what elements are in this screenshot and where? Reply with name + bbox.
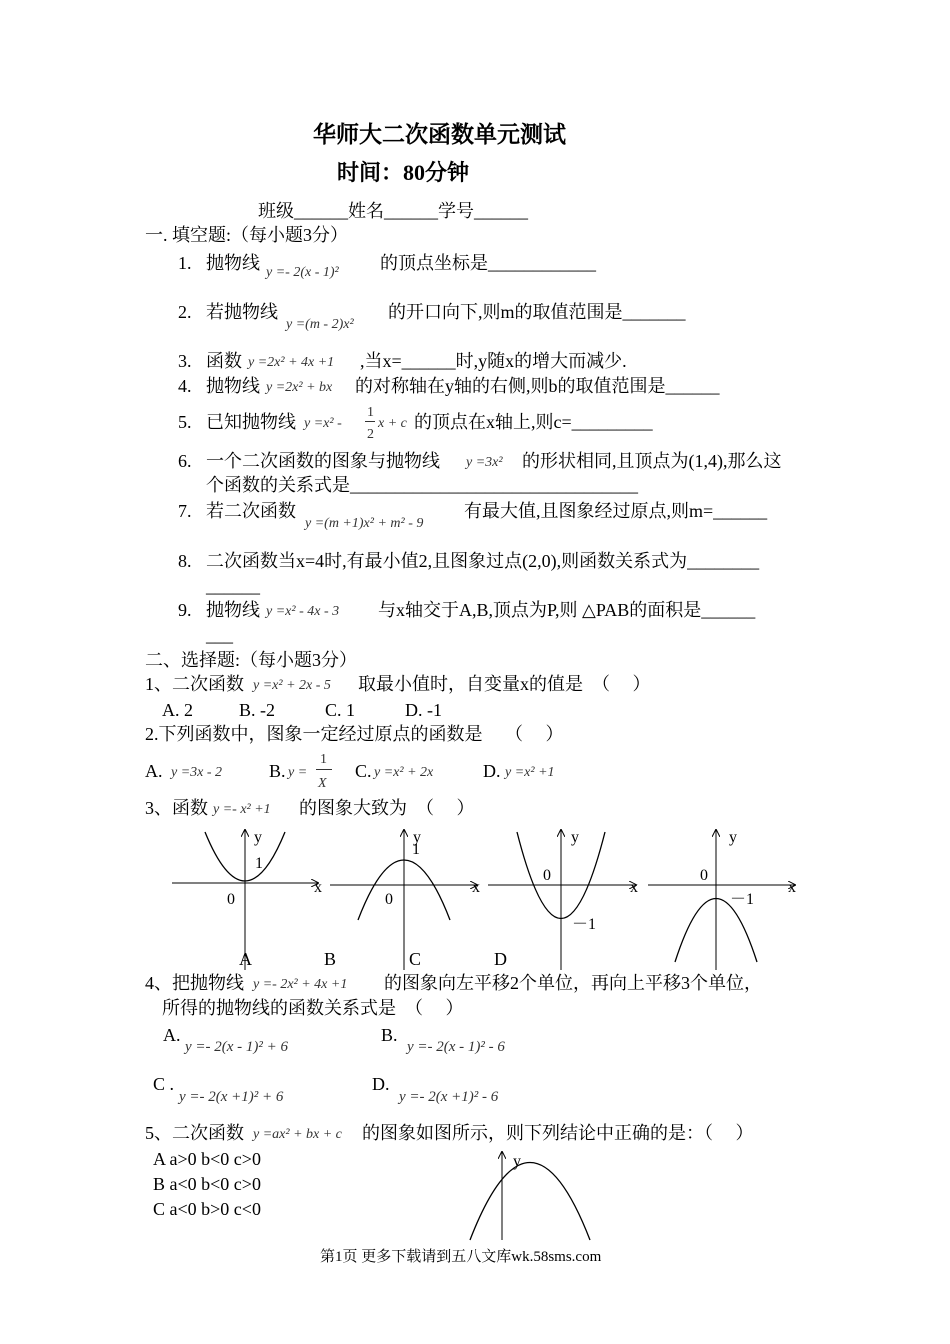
c3-graph-d-x-label: x xyxy=(788,879,796,896)
c2-option-b-formula: y = xyxy=(288,765,308,780)
c3-graph-c-neg-one: －1 xyxy=(572,916,597,933)
c3-letter-c: C xyxy=(409,949,422,969)
c5-option-a: A a>0 b<0 c>0 xyxy=(153,1149,261,1169)
c4-option-b-label: B. xyxy=(381,1025,398,1045)
q2-number: 2. xyxy=(178,302,192,322)
c5-graph-y-label: y xyxy=(513,1153,521,1170)
c4-option-c-label: C . xyxy=(153,1074,175,1094)
c3-graph-b-y-label: y xyxy=(413,829,421,846)
q9-number: 9. xyxy=(178,600,192,620)
c3-letter-d: D xyxy=(494,949,507,969)
q1-number: 1. xyxy=(178,253,192,273)
c3-text-pre: 3、函数 xyxy=(145,798,208,818)
c4-option-c-formula: y =- 2(x +1)² + 6 xyxy=(179,1089,284,1105)
q3-formula: y =2x² + 4x +1 xyxy=(248,355,335,370)
q5-number: 5. xyxy=(178,412,192,432)
c3-graph-b-zero: 0 xyxy=(385,891,393,908)
c2-option-b-denominator: X xyxy=(318,776,327,791)
q6-text-post: 的形状相同,且顶点为(1,4),那么这 xyxy=(522,451,782,471)
q4-text-pre: 抛物线 xyxy=(206,376,260,396)
c5-text-post: 的图象如图所示，则下列结论中正确的是：（ ） xyxy=(362,1123,754,1143)
c4-option-d-label: D. xyxy=(372,1074,390,1094)
c5-option-c: C a<0 b>0 c<0 xyxy=(153,1199,261,1219)
q8-number: 8. xyxy=(178,551,192,571)
c5-option-b: B a<0 b<0 c>0 xyxy=(153,1174,261,1194)
c3-graph-d-zero: 0 xyxy=(700,867,708,884)
q8-text-line2: ______ xyxy=(206,576,260,596)
q1-formula: y =- 2(x - 1)² xyxy=(266,265,339,280)
page-footer: 第1页 更多下载请到五八文库wk.58sms.com xyxy=(320,1249,602,1265)
c2-option-b-numerator: 1 xyxy=(320,752,327,767)
q9-text-line2: ___ xyxy=(206,625,233,645)
q2-text-pre: 若抛物线 xyxy=(206,302,278,322)
c1-option-b: B. -2 xyxy=(239,700,275,720)
c4-text-line2: 所得的抛物线的函数关系式是 （ ） xyxy=(162,998,464,1018)
c3-graph-a-zero: 0 xyxy=(227,891,235,908)
c2-option-a-label: A. xyxy=(145,761,163,781)
c5-graph xyxy=(470,1152,590,1240)
exam-time: 时间：80分钟 xyxy=(337,160,470,185)
c4-text-pre: 4、把抛物线 xyxy=(145,973,244,993)
c5-formula: y =ax² + bx + c xyxy=(253,1127,342,1142)
q5-text-post: 的顶点在x轴上,则c=_________ xyxy=(414,412,653,432)
q9-text-pre: 抛物线 xyxy=(206,600,260,620)
c3-formula: y =- x² +1 xyxy=(213,802,271,817)
q3-text-post: ,当x=______时,y随x的增大而减少. xyxy=(360,351,627,371)
section-2-heading: 二、选择题:（每小题3分） xyxy=(145,650,357,670)
q7-number: 7. xyxy=(178,501,192,521)
q6-formula: y =3x² xyxy=(466,455,503,470)
q6-text-pre: 一个二次函数的图象与抛物线 xyxy=(206,451,440,471)
c1-option-a: A. 2 xyxy=(162,700,193,720)
c3-text-post: 的图象大致为 （ ） xyxy=(299,798,475,818)
c3-letter-b: B xyxy=(324,949,337,969)
q4-text-post: 的对称轴在y轴的右侧,则b的取值范围是______ xyxy=(355,376,720,396)
student-info-line: 班级______姓名______学号______ xyxy=(258,201,528,221)
q1-text-post: 的顶点坐标是____________ xyxy=(380,253,596,273)
c3-graph-d-y-label: y xyxy=(729,829,737,846)
q8-text: 二次函数当x=4时,有最小值2,且图象过点(2,0),则函数关系式为________ xyxy=(206,551,760,571)
q5-frac-numerator: 1 xyxy=(367,405,374,420)
c1-option-c: C. 1 xyxy=(325,700,356,720)
c5-graph-parabola xyxy=(470,1163,590,1241)
c3-letter-a: A xyxy=(239,949,252,969)
q4-number: 4. xyxy=(178,376,192,396)
c2-option-d-label: D. xyxy=(483,761,501,781)
q6-number: 6. xyxy=(178,451,192,471)
section-1-heading: 一. 填空题:（每小题3分） xyxy=(145,225,348,245)
c3-graph-c-y-label: y xyxy=(571,829,579,846)
c1-text-pre: 1、二次函数 xyxy=(145,674,244,694)
c1-option-d: D. -1 xyxy=(405,700,442,720)
c3-graph-b-one: 1 xyxy=(412,841,420,858)
c4-option-d-formula: y =- 2(x +1)² - 6 xyxy=(399,1089,499,1105)
c3-graph-c-zero: 0 xyxy=(543,867,551,884)
c4-option-b-formula: y =- 2(x - 1)² - 6 xyxy=(407,1039,505,1055)
c3-graph-a-one: 1 xyxy=(255,855,263,872)
c3-graph-d-neg-one: －1 xyxy=(730,891,755,908)
c2-question: 2.下列函数中，图象一定经过原点的函数是 （ ） xyxy=(145,724,564,744)
c3-graph-d xyxy=(648,829,796,970)
c2-option-c-formula: y =x² + 2x xyxy=(374,765,434,780)
c2-option-a-formula: y =3x - 2 xyxy=(171,765,223,780)
c4-formula: y =- 2x² + 4x +1 xyxy=(253,977,348,992)
c4-option-a-formula: y =- 2(x - 1)² + 6 xyxy=(185,1039,289,1055)
c2-option-d-formula: y =x² +1 xyxy=(505,765,555,780)
c3-graph-b xyxy=(330,829,480,970)
c2-option-b-label: B. xyxy=(269,761,286,781)
q7-text-post: 有最大值,且图象经过原点,则m=______ xyxy=(464,501,768,521)
q5-formula-a: y =x² - xyxy=(304,416,342,431)
c1-formula: y =x² + 2x - 5 xyxy=(253,678,331,693)
q5-text-pre: 已知抛物线 xyxy=(206,412,296,432)
c4-option-a-label: A. xyxy=(163,1025,181,1045)
q1-text-pre: 抛物线 xyxy=(206,253,260,273)
q7-text-pre: 若二次函数 xyxy=(206,501,296,521)
c3-graph-a-y-label: y xyxy=(254,829,262,846)
q3-number: 3. xyxy=(178,351,192,371)
c3-graph-a-x-label: x xyxy=(314,879,322,896)
q7-formula: y =(m +1)x² + m² - 9 xyxy=(305,516,424,531)
q3-text-pre: 函数 xyxy=(206,351,242,371)
page-title: 华师大二次函数单元测试 xyxy=(313,122,566,147)
c1-text-post: 取最小值时，自变量x的值是 （ ） xyxy=(358,674,651,694)
c3-graph-c xyxy=(488,829,638,970)
q5-formula-b: x + c xyxy=(378,416,407,431)
c2-option-c-label: C. xyxy=(355,761,372,781)
q2-text-post: 的开口向下,则m的取值范围是_______ xyxy=(388,302,686,322)
c4-text-post: 的图象向左平移2个单位，再向上平移3个单位， xyxy=(384,973,762,993)
c3-graph-b-x-label: x xyxy=(472,879,480,896)
q5-frac-denominator: 2 xyxy=(367,427,374,442)
q9-text-post: 与x轴交于A,B,顶点为P,则 △PAB的面积是______ xyxy=(378,600,756,620)
c3-graph-c-x-label: x xyxy=(630,879,638,896)
q6-text-line2: 个函数的关系式是________________________________ xyxy=(206,475,638,495)
q2-formula: y =(m - 2)x² xyxy=(286,317,354,332)
q9-formula: y =x² - 4x - 3 xyxy=(266,604,340,619)
q4-formula: y =2x² + bx xyxy=(266,380,333,395)
c5-text-pre: 5、二次函数 xyxy=(145,1123,244,1143)
